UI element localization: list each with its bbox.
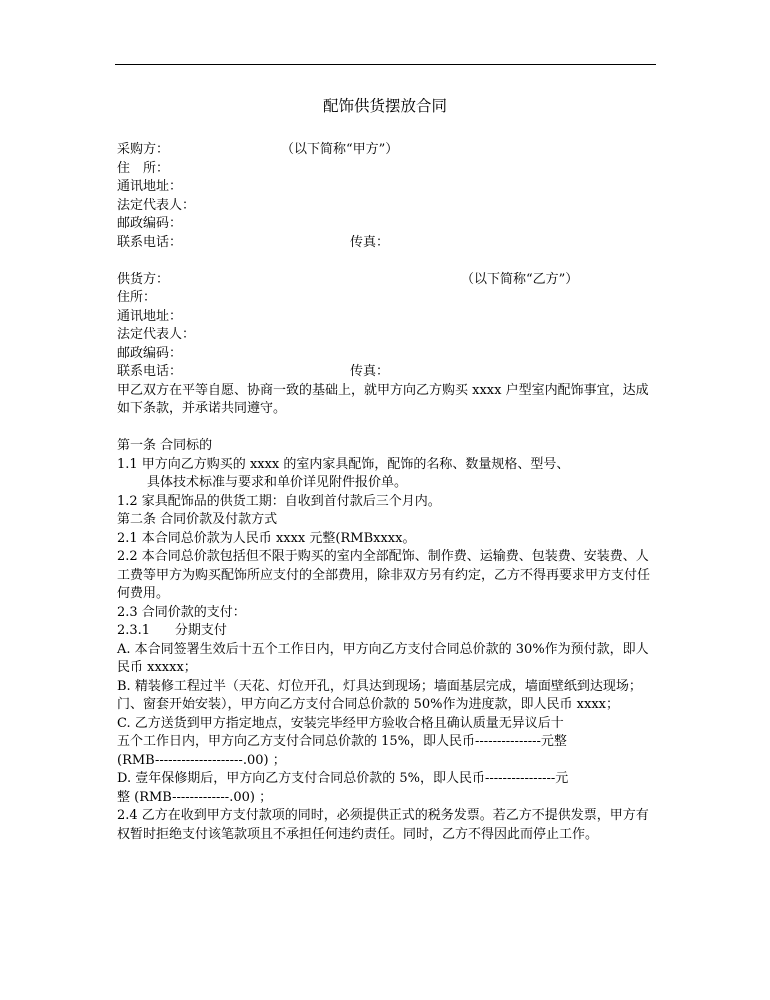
party-b-representative: 法定代表人： (117, 327, 196, 342)
party-a-alias: （以下简称“甲方”） (281, 142, 399, 157)
clause-1-2: 1.2 家具配饰品的供货工期：自收到首付款后三个月内。 (117, 493, 441, 509)
payment-item-d-line-1: D. 壹年保修期后，甲方向乙方支付合同总价款的 5%，即人民币----------------元 (117, 771, 569, 786)
document-title: 配饰供货摆放合同 (322, 97, 447, 115)
party-b-phone-label: 联系电话： (117, 364, 183, 379)
party-a-representative: 法定代表人： (117, 197, 196, 213)
payment-item-d-line-2: 整 (RMB-------------.00) ； (117, 789, 273, 805)
party-a-phone-line (117, 234, 658, 253)
party-a-mail-address: 通讯地址： (117, 179, 183, 194)
party-b-phone-line (117, 363, 658, 382)
clause-1-1-line-2: 具体技术标准与要求和单价详见附件报价单。 (147, 475, 408, 490)
clause-2-3-1: 2.3.1 分期支付 (117, 623, 227, 638)
clause-2-3: 2.3 合同价款的支付： (117, 604, 246, 620)
party-b-fax-label: 传真： (350, 364, 390, 379)
party-a-zip: 邮政编码： (117, 216, 183, 231)
payment-item-c-line-2: 五个工作日内，甲方向乙方支付合同总价款的 15%，即人民币---------------元整 (117, 734, 567, 749)
contract-body (117, 141, 658, 844)
party-b-role-label: 供货方： (117, 271, 170, 287)
party-a-role-label: 采购方： (117, 142, 170, 157)
clause-2-2: 2.2 本合同总价款包括但不限于购买的室内全部配饰、制作费、运输费、包装费、安装费、人工费等甲方为购买配饰所应支付的全部费用，除非双方另有约定，乙方不得再要求甲方支付任何费用。 (117, 549, 651, 601)
payment-item-b: B. 精装修工程过半（天花、灯位开孔，灯具达到现场；墙面基层完成，墙面壁纸到达现场；门、窗套开始安装），甲方向乙方支付合同总价款的 50%作为进度款，即人民币 xxxx； (117, 678, 642, 712)
intro-paragraph: 甲乙双方在平等自愿、协商一致的基础上，就甲方向乙方购买 xxxx 户型室内配饰事宜，达成如下条款，并承诺共同遵守。 (117, 382, 649, 416)
payment-item-c-line-3: (RMB--------------------.00) ； (117, 752, 286, 768)
party-a-phone-label: 联系电话： (117, 234, 183, 250)
party-a-address: 住 所： (117, 160, 170, 176)
spacer (117, 252, 658, 271)
party-a-fax-label: 传真： (350, 234, 390, 250)
party-b-zip: 邮政编码： (117, 345, 183, 361)
party-b-mail-address: 通讯地址： (117, 308, 183, 324)
party-b-alias: （以下简称“乙方”） (461, 271, 579, 287)
clause-2-1: 2.1 本合同总价款为人民币 xxxx 元整(RMBxxxx。 (117, 530, 416, 546)
article-2-heading: 第二条 合同价款及付款方式 (117, 512, 278, 527)
header-rule (115, 64, 656, 65)
article-1-heading: 第一条 合同标的 (117, 438, 213, 453)
party-b-role-line (117, 271, 658, 290)
spacer (117, 419, 658, 438)
clause-1-1-line-1: 1.1 甲方向乙方购买的 xxxx 的室内家具配饰，配饰的名称、数量规格、型号、 (117, 456, 570, 472)
party-b-address: 住所： (117, 290, 157, 305)
party-a-role-line (117, 141, 658, 160)
payment-item-a: A. 本合同签署生效后十五个工作日内，甲方向乙方支付合同总价款的 30%作为预付款，即人民币 xxxxx； (117, 641, 649, 675)
payment-item-c-line-1: C. 乙方送货到甲方指定地点，安装完毕经甲方验收合格且确认质量无异议后十 (117, 715, 564, 731)
clause-2-4: 2.4 乙方在收到甲方支付款项的同时，必须提供正式的税务发票。若乙方不提供发票，甲方有权暂时拒绝支付该笔款项且不承担任何违约责任。同时，乙方不得因此而停止工作。 (117, 808, 649, 842)
